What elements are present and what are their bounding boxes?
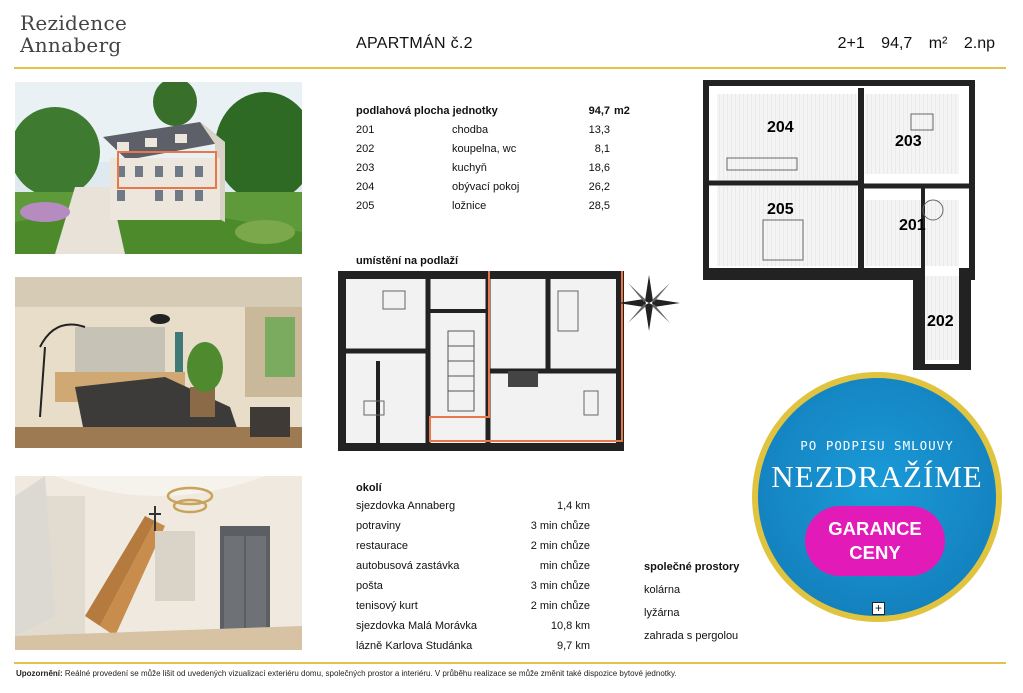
room-name: kuchyň bbox=[452, 161, 487, 174]
okoli-value: 1,4 km bbox=[556, 500, 590, 512]
table-row bbox=[356, 536, 590, 556]
okoli-name: sjezdovka Malá Morávka bbox=[356, 620, 478, 632]
table-row bbox=[356, 177, 654, 196]
okoli-heading: okolí bbox=[356, 482, 382, 494]
badge-main-text: NEZDRAŽÍME bbox=[771, 459, 983, 494]
plan-label-205: 205 bbox=[767, 201, 794, 218]
table-row bbox=[356, 636, 590, 656]
bedroom-photo bbox=[15, 277, 302, 448]
table-row bbox=[356, 120, 654, 139]
rooms-header-value: 94,7 bbox=[588, 104, 610, 117]
room-code: 201 bbox=[356, 123, 375, 136]
room-area: 26,2 bbox=[588, 180, 610, 193]
table-row bbox=[356, 158, 654, 177]
room-name: obývací pokoj bbox=[452, 180, 520, 193]
rooms-header-unit: m2 bbox=[614, 104, 630, 117]
logo-line-1: Rezidence bbox=[20, 11, 128, 35]
okoli-value: 10,8 km bbox=[550, 620, 590, 632]
footer-note-text: Reálné provedení se může lišit od uvedených vizualizací exteriéru domu, společných prostor a interiéru. V průběhu realizace se může změnit také dispozice bytové jednotky. bbox=[64, 669, 677, 678]
table-row bbox=[356, 596, 590, 616]
logo bbox=[20, 12, 127, 56]
table-row bbox=[356, 556, 590, 576]
room-name: koupelna, wc bbox=[452, 142, 517, 155]
okoli-value: 9,7 km bbox=[556, 640, 590, 652]
badge-pill-line-1: GARANCE bbox=[828, 518, 922, 539]
plan-label-204: 204 bbox=[767, 119, 794, 136]
table-row bbox=[356, 496, 590, 516]
rooms-table bbox=[356, 101, 654, 215]
okoli-name: restaurace bbox=[356, 540, 408, 552]
plus-icon[interactable]: + bbox=[872, 602, 885, 615]
list-item: zahrada s pergolou bbox=[644, 630, 739, 642]
floor-location-heading: umístění na podlaží bbox=[356, 255, 459, 267]
hallway-photo bbox=[15, 476, 302, 650]
apartment-floor-plan bbox=[703, 80, 975, 375]
okoli-name: lázně Karlova Studánka bbox=[356, 640, 473, 652]
okoli-value: 2 min chůze bbox=[530, 600, 590, 612]
room-area: 18,6 bbox=[588, 161, 610, 174]
okoli-value: 2 min chůze bbox=[530, 540, 590, 552]
shared-heading: společné prostory bbox=[644, 561, 740, 573]
compass-icon bbox=[616, 273, 682, 338]
okoli-table bbox=[356, 496, 590, 656]
table-row bbox=[356, 576, 590, 596]
room-name: chodba bbox=[452, 123, 489, 136]
room-code: 204 bbox=[356, 180, 375, 193]
okoli-name: potraviny bbox=[356, 520, 401, 532]
rooms-header-row bbox=[356, 101, 654, 120]
price-guarantee-badge bbox=[752, 372, 1002, 622]
plan-label-202: 202 bbox=[927, 313, 954, 330]
room-area: 8,1 bbox=[594, 142, 610, 155]
shared-spaces bbox=[644, 556, 739, 648]
room-name: ložnice bbox=[452, 199, 487, 212]
apartment-title: APARTMÁN č.2 bbox=[356, 35, 473, 52]
table-row bbox=[356, 616, 590, 636]
footer-note bbox=[16, 669, 677, 678]
table-row bbox=[356, 516, 590, 536]
table-row bbox=[356, 139, 654, 158]
footer-note-label: Upozornění: bbox=[16, 669, 63, 678]
room-code: 202 bbox=[356, 142, 375, 155]
badge-top-text: PO PODPISU SMLOUVY bbox=[800, 438, 954, 453]
room-code: 205 bbox=[356, 199, 375, 212]
okoli-value: 3 min chůze bbox=[530, 580, 590, 592]
badge-inner-circle bbox=[758, 378, 996, 616]
room-area: 13,3 bbox=[588, 123, 610, 136]
okoli-name: sjezdovka Annaberg bbox=[356, 500, 456, 512]
table-row bbox=[356, 196, 654, 215]
okoli-name: autobusová zastávka bbox=[356, 560, 460, 572]
header-divider bbox=[14, 67, 1006, 69]
list-item: kolárna bbox=[644, 584, 681, 596]
badge-pill bbox=[805, 506, 945, 576]
room-area: 28,5 bbox=[588, 199, 610, 212]
list-item: lyžárna bbox=[644, 607, 680, 619]
plan-label-203: 203 bbox=[895, 133, 922, 150]
okoli-value: min chůze bbox=[539, 560, 590, 572]
badge-pill-line-2: CENY bbox=[849, 542, 901, 563]
exterior-photo bbox=[15, 82, 302, 254]
okoli-name: tenisový kurt bbox=[356, 600, 418, 612]
rooms-header-label: podlahová plocha jednotky bbox=[356, 104, 498, 117]
okoli-name: pošta bbox=[356, 580, 383, 592]
okoli-value: 3 min chůze bbox=[530, 520, 590, 532]
plan-label-201: 201 bbox=[899, 217, 926, 234]
room-code: 203 bbox=[356, 161, 375, 174]
floor-location-plan bbox=[338, 271, 624, 456]
footer-divider bbox=[14, 662, 1006, 664]
logo-line-2: Annaberg bbox=[20, 33, 122, 57]
apartment-specs: 2+1 94,7 m² 2.np bbox=[837, 35, 995, 52]
